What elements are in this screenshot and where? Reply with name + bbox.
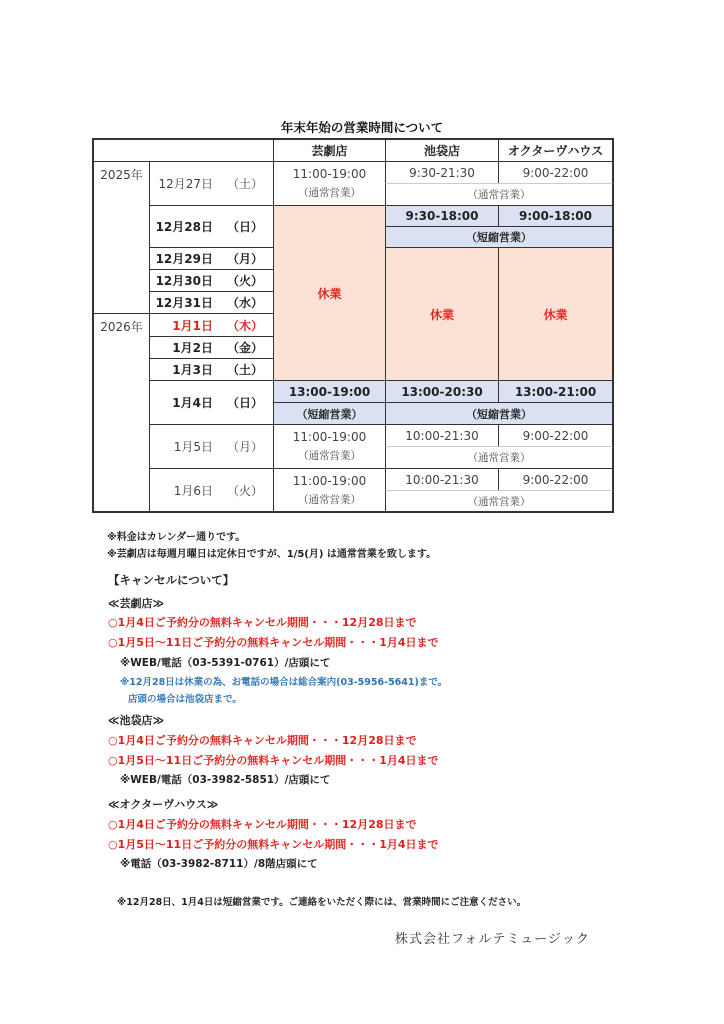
cancel-contact: ※WEB/電話（03-5391-0761）/店頭にて (120, 657, 331, 669)
dow-label: （木） (226, 318, 263, 333)
row-0104-geigeki: 13:00-19:00 (273, 380, 386, 403)
row-0104-ikebukuro: 13:00-20:30 (385, 380, 499, 403)
note-geigeki-monday: ※芸劇店は毎週月曜日は定休日ですが、1/5(月) は通常営業を致します。 (107, 549, 437, 560)
date-label: 1月5日 (173, 440, 213, 454)
note-pricing: ※料金はカレンダー通りです。 (107, 532, 246, 543)
date-label: 12月28日 (155, 220, 213, 234)
dow-label: （日） (226, 220, 263, 234)
cancel-store-octave: ≪オクターヴハウス≫ (108, 798, 219, 811)
dow-label: （金） (226, 341, 263, 355)
date-label: 12月27日 (158, 177, 213, 191)
hours-note: （通常営業） (298, 450, 361, 462)
date-label: 12月31日 (155, 296, 213, 310)
cancel-store-geigeki: ≪芸劇店≫ (108, 597, 165, 610)
row-0106-ikebukuro: 10:00-21:30 (385, 468, 499, 491)
date-label: 1月2日 (172, 341, 213, 355)
row-1227-shared-note: （通常営業） (385, 183, 613, 206)
header-geigeki: 芸劇店 (273, 139, 386, 162)
header-octave: オクターヴハウス (498, 139, 613, 162)
cancel-line: ○1月4日ご予約分の無料キャンセル期間・・・12月28日まで (108, 734, 417, 747)
footer-note: ※12月28日、1月4日は短縮営業です。ご連絡をいただく際には、営業時間にご注意ください。 (117, 897, 527, 908)
cancel-contact: ※電話（03-3982-8711）/8階店頭にて (120, 858, 318, 870)
hours-note: （通常営業） (298, 187, 361, 199)
dow-label: （土） (226, 177, 263, 191)
page-title: 年末年始の営業時間について (280, 120, 444, 135)
date-label: 1月4日 (172, 396, 213, 410)
date-label: 1月1日 (172, 318, 213, 333)
row-0105-shared-note: （通常営業） (385, 446, 613, 469)
row-1227-ikebukuro: 9:30-21:30 (385, 161, 499, 184)
cancel-line: ○1月4日ご予約分の無料キャンセル期間・・・12月28日まで (108, 616, 417, 629)
row-1227-octave: 9:00-22:00 (498, 161, 613, 184)
table-frame (92, 138, 614, 513)
header-ikebukuro: 池袋店 (385, 139, 499, 162)
row-0106-shared-note: （通常営業） (385, 490, 613, 512)
hours-value: 11:00-19:00 (292, 167, 367, 181)
dow-label: （土） (226, 363, 263, 377)
cancel-heading: 【キャンセルについて】 (108, 573, 235, 587)
year-label: 2026年 (100, 320, 143, 334)
row-0106-octave: 9:00-22:00 (498, 468, 613, 491)
date-label: 12月30日 (155, 274, 213, 288)
cancel-contact: ※WEB/電話（03-3982-5851）/店頭にて (120, 774, 331, 786)
row-1228-ikebukuro: 9:30-18:00 (385, 205, 499, 227)
dow-label: （水） (226, 296, 263, 310)
row-0105-ikebukuro: 10:00-21:30 (385, 424, 499, 447)
closed-geigeki: 休業 (273, 205, 386, 381)
cancel-line: ○1月4日ご予約分の無料キャンセル期間・・・12月28日まで (108, 818, 417, 831)
dow-label: （火） (226, 483, 263, 498)
row-0104-octave: 13:00-21:00 (498, 380, 613, 403)
hours-note: （通常営業） (298, 493, 361, 506)
row-1228-shared-note: （短縮営業） (385, 226, 613, 248)
dow-label: （日） (226, 396, 263, 410)
closed-octave: 休業 (498, 247, 613, 381)
cancel-line: ○1月5日～11日ご予約分の無料キャンセル期間・・・1月4日まで (108, 754, 439, 767)
date-label: 12月29日 (155, 252, 213, 266)
company-name: 株式会社フォルテミュージック (395, 932, 590, 947)
hours-value: 11:00-19:00 (292, 473, 367, 488)
cancel-store-ikebukuro: ≪池袋店≫ (108, 714, 165, 727)
row-0104-geigeki-note: （短縮営業） (273, 402, 386, 425)
row-0105-octave: 9:00-22:00 (498, 424, 613, 447)
cancel-line: ○1月5日～11日ご予約分の無料キャンセル期間・・・1月4日まで (108, 636, 439, 649)
year-label: 2025年 (100, 168, 143, 182)
cancel-extra-note: 店頭の場合は池袋店まで。 (128, 694, 242, 705)
dow-label: （火） (226, 274, 263, 288)
closed-ikebukuro: 休業 (385, 247, 499, 381)
cancel-extra-note: ※12月28日は休業の為、お電話の場合は総合案内(03-5956-5641)まで。 (120, 677, 448, 688)
dow-label: （月） (226, 252, 263, 266)
row-1228-octave: 9:00-18:00 (498, 205, 613, 227)
date-label: 1月6日 (173, 483, 213, 498)
date-label: 1月3日 (172, 363, 213, 377)
hours-value: 11:00-19:00 (292, 430, 367, 444)
cancel-line: ○1月5日～11日ご予約分の無料キャンセル期間・・・1月4日まで (108, 838, 439, 851)
dow-label: （月） (226, 440, 263, 454)
row-0104-shared-note: （短縮営業） (385, 402, 613, 425)
